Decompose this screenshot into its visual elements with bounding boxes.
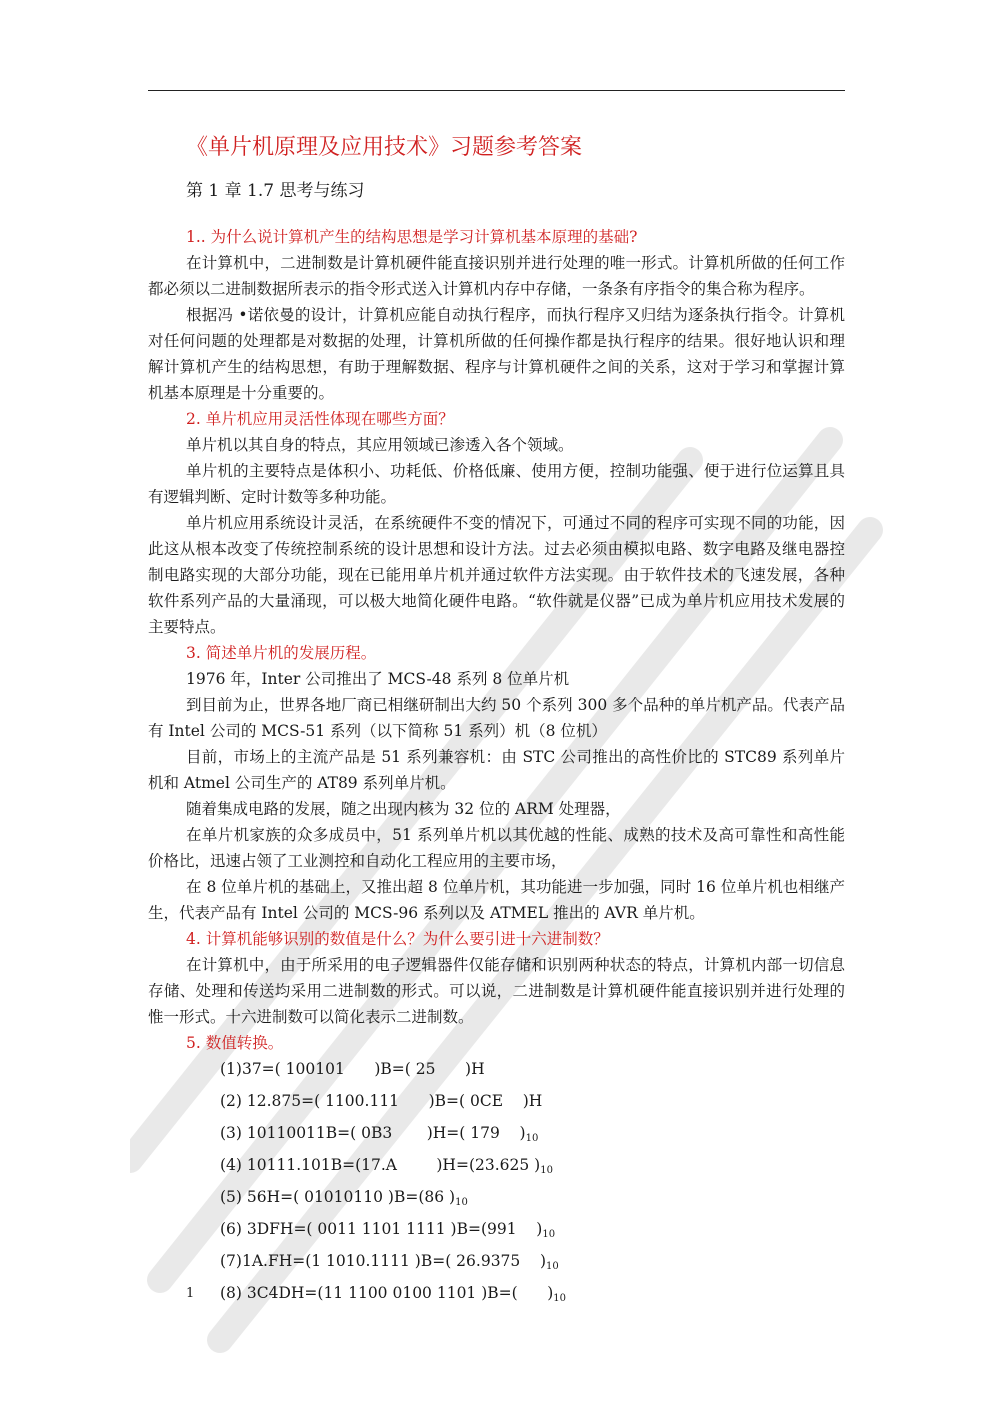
radix-subscript: 10 bbox=[546, 1261, 559, 1272]
conversion-line bbox=[148, 1120, 845, 1152]
document-title: 《单片机原理及应用技术》习题参考答案 bbox=[186, 135, 583, 160]
question-heading: 1.. 为什么说计算机产生的结构思想是学习计算机基本原理的基础? bbox=[186, 228, 638, 246]
answer-paragraph: 在单片机家族的众多成员中，51 系列单片机以其优越的性能、成熟的技术及高可靠性和高性能价格比，迅速占领了工业测控和自动化工程应用的主要市场， bbox=[148, 826, 845, 870]
radix-subscript: 10 bbox=[540, 1165, 553, 1176]
conversion-text: (1)37=( 100101 )B=( 25 )H bbox=[220, 1060, 485, 1078]
answer-paragraph: 单片机的主要特点是体积小、功耗低、价格低廉、使用方便，控制功能强、便于进行位运算且具有逻辑判断、定时计数等多种功能。 bbox=[148, 462, 845, 506]
page-number: 1 bbox=[186, 1286, 195, 1301]
radix-subscript: 10 bbox=[553, 1293, 567, 1304]
answer-paragraph: 到目前为止，世界各地厂商已相继研制出大约 50 个系列 300 多个品种的单片机产品。代表产品有 Intel 公司的 MCS-51 系列（以下简称 51 系列）机（8 位机） bbox=[148, 696, 845, 740]
conversion-text: (4) 10111.101B=(17.A )H=(23.625 ) bbox=[220, 1156, 541, 1174]
conversion-text: (8) 3C4DH=(11 1100 0100 1101 )B=( ) bbox=[220, 1284, 554, 1302]
radix-subscript: 10 bbox=[542, 1229, 556, 1240]
conversion-text: (3) 10110011B=( 0B3 )H=( 179 ) bbox=[220, 1124, 526, 1142]
radix-subscript: 10 bbox=[525, 1133, 539, 1144]
conversion-line bbox=[148, 1184, 845, 1216]
answer-paragraph: 在 8 位单片机的基础上，又推出超 8 位单片机，其功能进一步加强，同时 16 位单片机也相继产生，代表产品有 Intel 公司的 MCS-96 系列以及 ATMEL 推出的 AVR 单片机。 bbox=[148, 878, 845, 922]
answer-paragraph: 单片机以其自身的特点，其应用领域已渗透入各个领域。 bbox=[186, 436, 574, 454]
answer-paragraph: 目前，市场上的主流产品是 51 系列兼容机：由 STC 公司推出的高性价比的 STC89 系列单片机和 Atmel 公司生产的 AT89 系列单片机。 bbox=[148, 748, 845, 792]
conversion-line bbox=[148, 1280, 845, 1312]
answer-paragraph: 1976 年，Inter 公司推出了 MCS-48 系列 8 位单片机 bbox=[186, 670, 570, 688]
header-rule bbox=[148, 90, 845, 91]
conversion-line bbox=[148, 1056, 845, 1088]
document-body bbox=[148, 224, 845, 1312]
question-heading: 5. 数值转换。 bbox=[186, 1034, 284, 1052]
question-heading: 2. 单片机应用灵活性体现在哪些方面？ bbox=[186, 410, 454, 428]
conversion-line bbox=[148, 1248, 845, 1280]
conversion-text: (7)1A.FH=(1 1010.1111 )B=( 26.9375 ) bbox=[220, 1252, 547, 1270]
conversion-line bbox=[148, 1152, 845, 1184]
radix-subscript: 10 bbox=[455, 1197, 468, 1208]
answer-paragraph: 单片机应用系统设计灵活，在系统硬件不变的情况下，可通过不同的程序可实现不同的功能，因此这从根本改变了传统控制系统的设计思想和设计方法。过去必须由模拟电路、数字电路及继电器控制电路实现的大部分功能，现在已能用单片机并通过软件方法实现。由于软件技术的飞速发展，各种软件系列产品的大量涌现，可以极大地简化硬件电路。“软件就是仪器”已成为单片机应用技术发展的主要特点。 bbox=[148, 514, 845, 636]
answer-paragraph: 根据冯 •诺依曼的设计，计算机应能自动执行程序，而执行程序又归结为逐条执行指令。计算机对任何问题的处理都是对数据的处理，计算机所做的任何操作都是执行程序的结果。很好地认识和理解计算机产生的结构思想，有助于理解数据、程序与计算机硬件之间的关系，这对于学习和掌握计算机基本原理是十分重要的。 bbox=[148, 306, 845, 402]
conversion-line bbox=[148, 1088, 845, 1120]
question-heading: 4. 计算机能够识别的数值是什么？为什么要引进十六进制数？ bbox=[186, 930, 609, 948]
conversion-text: (6) 3DFH=( 0011 1101 1111 )B=(991 ) bbox=[220, 1220, 543, 1238]
question-heading: 3. 简述单片机的发展历程。 bbox=[186, 644, 377, 662]
answer-paragraph: 随着集成电路的发展，随之出现内核为 32 位的 ARM 处理器， bbox=[186, 800, 621, 818]
conversion-text: (5) 56H=( 01010110 )B=(86 ) bbox=[220, 1188, 456, 1206]
conversion-line bbox=[148, 1216, 845, 1248]
answer-paragraph: 在计算机中，二进制数是计算机硬件能直接识别并进行处理的唯一形式。计算机所做的任何工作都必须以二进制数据所表示的指令形式送入计算机内存中存储，一条条有序指令的集合称为程序。 bbox=[148, 254, 845, 298]
conversion-text: (2) 12.875=( 1100.111 )B=( 0CE )H bbox=[220, 1092, 543, 1110]
chapter-subtitle: 第 1 章 1.7 思考与练习 bbox=[186, 181, 365, 201]
answer-paragraph: 在计算机中，由于所采用的电子逻辑器件仅能存储和识别两种状态的特点，计算机内部一切信息存储、处理和传送均采用二进制数的形式。可以说，二进制数是计算机硬件能直接识别并进行处理的惟一形式。十六进制数可以简化表示二进制数。 bbox=[148, 956, 845, 1026]
